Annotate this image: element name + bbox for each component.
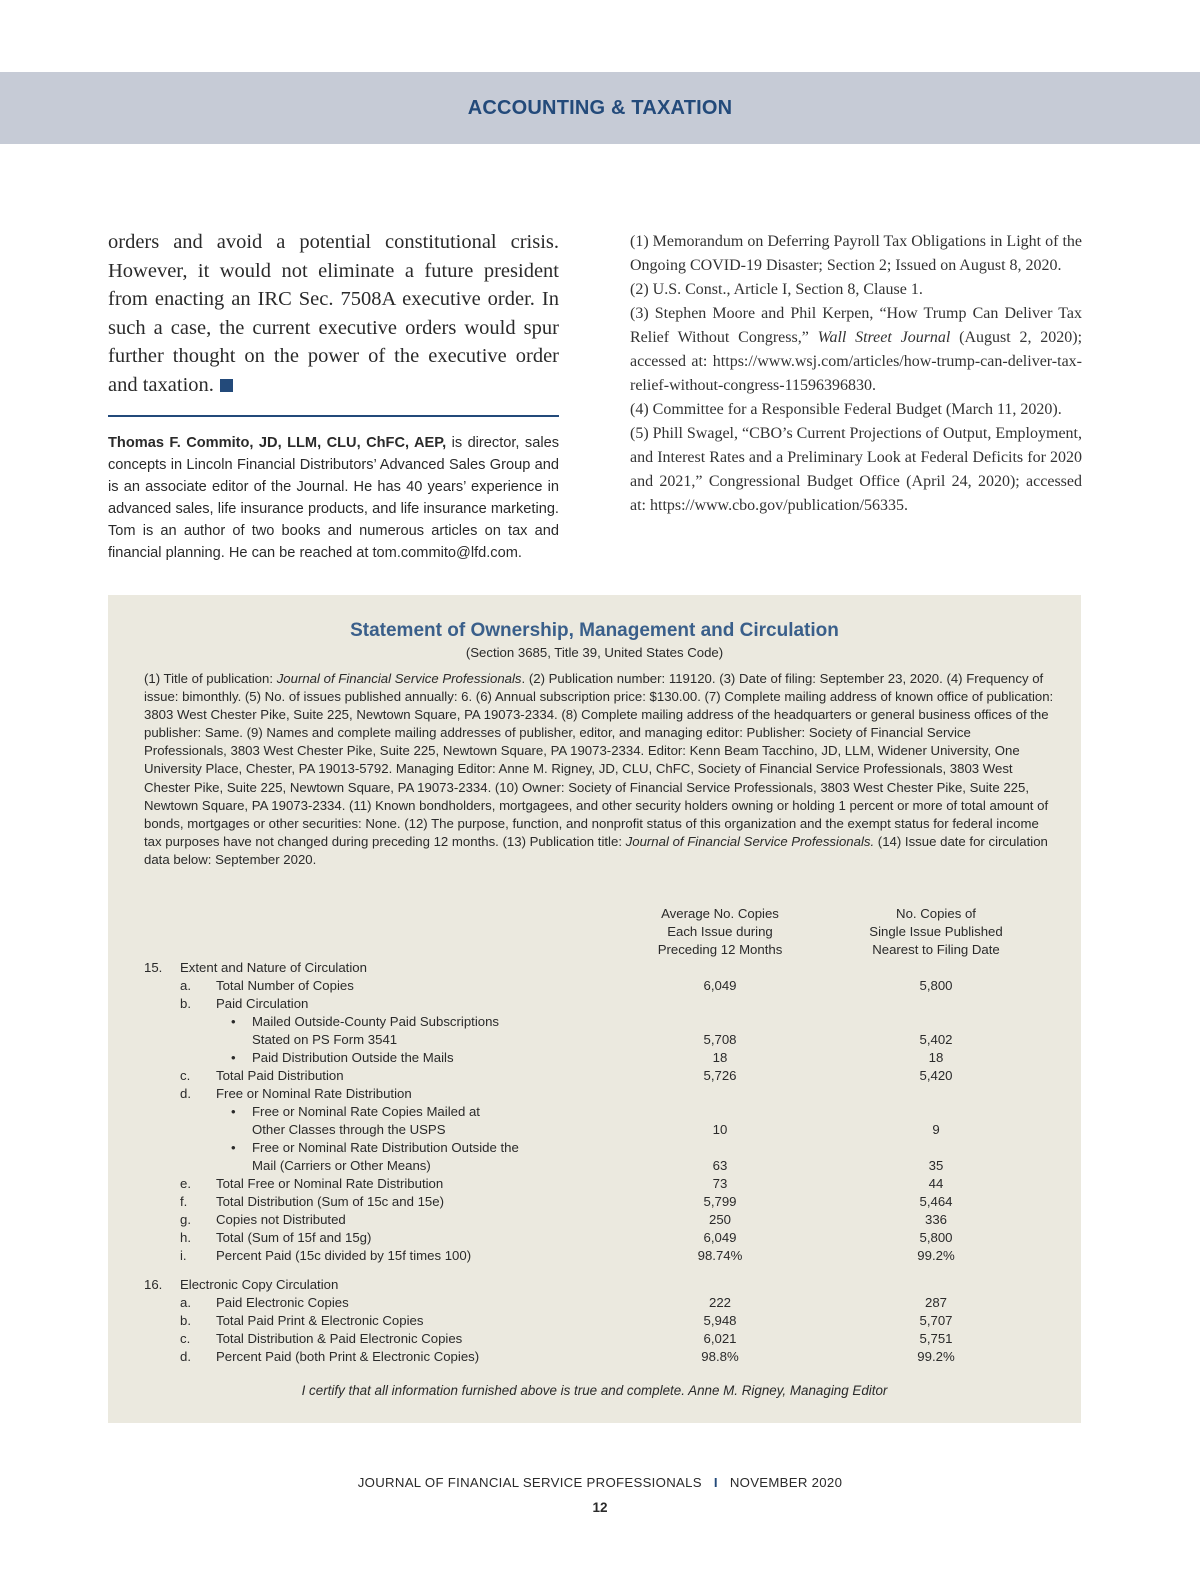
- end-mark-icon: [220, 379, 233, 392]
- row-16d-label: Percent Paid (both Print & Electronic Copies): [216, 1349, 480, 1364]
- footer-separator: I: [713, 1475, 718, 1490]
- col1-header-line2: Each Issue during: [667, 924, 773, 939]
- endnote-4: (4) Committee for a Responsible Federal Budget (March 11, 2020).: [630, 401, 1062, 418]
- bullet-15b2: •: [231, 1050, 236, 1065]
- publication-title: Journal of Financial Service Professionals: [276, 671, 522, 686]
- row-15d1-single: 9: [932, 1122, 940, 1137]
- row-15b2-label: Paid Distribution Outside the Mails: [252, 1050, 454, 1065]
- col2-header-line1: No. Copies of: [896, 906, 976, 921]
- row-15b2-avg: 18: [712, 1050, 728, 1065]
- statement-subtitle: (Section 3685, Title 39, United States Code): [465, 645, 724, 660]
- row-16b-avg: 5,948: [703, 1313, 737, 1328]
- row-15h-single: 5,800: [919, 1230, 953, 1245]
- row-15d1-label-line1: Free or Nominal Rate Copies Mailed at: [252, 1104, 480, 1119]
- section-16-number: 16.: [144, 1277, 163, 1292]
- row-16d-single: 99.2%: [917, 1349, 955, 1364]
- row-15f-letter: f.: [180, 1194, 188, 1209]
- row-15h-label: Total (Sum of 15f and 15g): [216, 1230, 372, 1245]
- row-15b2-single: 18: [928, 1050, 944, 1065]
- row-15e-letter: e.: [180, 1176, 191, 1191]
- row-15f-avg: 5,799: [703, 1194, 737, 1209]
- row-15a-single: 5,800: [919, 978, 953, 993]
- row-15d-letter: d.: [180, 1086, 191, 1101]
- article-ending-text: orders and avoid a potential constitutional crisis. However, it would not eliminate a future president from enacting an IRC Sec. 7508A executive order. In such a case, the current executive orders would spur further thought on the power of the executive order and taxation.: [108, 231, 559, 396]
- row-16c-letter: c.: [180, 1331, 191, 1346]
- endnotes: [630, 230, 1082, 518]
- author-bio-text: is director, sales concepts in Lincoln Financial Distributors’ Advanced Sales Group and is an associate editor of the Journal. He has 40 years’ experience in advanced sales, life insurance products, and life insurance marketing. Tom is an author of two books and numerous articles on tax and financial planning. He can be reached at tom.commito@lfd.com.: [108, 435, 559, 561]
- left-column: [108, 228, 559, 564]
- row-16b-single: 5,707: [919, 1313, 953, 1328]
- row-15c-label: Total Paid Distribution: [216, 1068, 344, 1083]
- row-16a-avg: 222: [708, 1295, 731, 1310]
- row-15d2-label-line2: Mail (Carriers or Other Means): [252, 1158, 431, 1173]
- row-15e-avg: 73: [712, 1176, 728, 1191]
- endnote-3: [630, 302, 1082, 398]
- row-15d-label: Free or Nominal Rate Distribution: [216, 1086, 412, 1101]
- footer-journal-name: JOURNAL OF FINANCIAL SERVICE PROFESSIONALS: [357, 1475, 702, 1490]
- row-15c-letter: c.: [180, 1068, 191, 1083]
- row-16c-label: Total Distribution & Paid Electronic Copies: [216, 1331, 463, 1346]
- row-15b-letter: b.: [180, 996, 191, 1011]
- row-15d2-single: 35: [928, 1158, 944, 1173]
- row-15e-label: Total Free or Nominal Rate Distribution: [216, 1176, 444, 1191]
- col1-header-line3: Preceding 12 Months: [657, 942, 783, 957]
- row-15h-avg: 6,049: [703, 1230, 737, 1245]
- certification-statement: I certify that all information furnished above is true and complete. Anne M. Rigney, Managing Editor: [301, 1383, 888, 1398]
- endnote-3-rest: (August 2, 2020); accessed at: https://www.wsj.com/articles/how-trump-can-deliver-tax-relief-without-congress-11596396830.: [630, 329, 1083, 394]
- row-16c-single: 5,751: [919, 1331, 953, 1346]
- row-15b1-single: 5,402: [919, 1032, 953, 1047]
- row-16c-avg: 6,021: [703, 1331, 737, 1346]
- row-15d2-label-line1: Free or Nominal Rate Distribution Outside the: [252, 1140, 519, 1155]
- bullet-15d2: •: [231, 1140, 236, 1155]
- row-15f-single: 5,464: [919, 1194, 953, 1209]
- endnote-3-publication: Wall Street Journal: [817, 329, 951, 346]
- col2-header-line2: Single Issue Published: [869, 924, 1003, 939]
- bullet-15b1: •: [231, 1014, 236, 1029]
- row-16d-avg: 98.8%: [701, 1349, 739, 1364]
- row-16a-label: Paid Electronic Copies: [216, 1295, 349, 1310]
- row-15g-label: Copies not Distributed: [216, 1212, 346, 1227]
- row-15d1-label-line2: Other Classes through the USPS: [252, 1122, 446, 1137]
- divider-rule: [108, 415, 559, 417]
- row-15e-single: 44: [928, 1176, 944, 1191]
- endnote-3-text: (3) Stephen Moore and Phil Kerpen, “How Trump Can Deliver Tax Relief Without Congress,”: [630, 305, 1082, 346]
- row-15c-single: 5,420: [919, 1068, 953, 1083]
- author-bio: [108, 432, 559, 564]
- row-15b1-label-line1: Mailed Outside-County Paid Subscriptions: [252, 1014, 500, 1029]
- row-15d1-avg: 10: [712, 1122, 728, 1137]
- col2-header-line3: Nearest to Filing Date: [872, 942, 1000, 957]
- row-15g-avg: 250: [708, 1212, 731, 1227]
- statement-text-middle: . (2) Publication number: 119120. (3) Date of filing: September 23, 2020. (4) Frequency of issue: bimonthly. (5) No. of issues published annually: 6. (6) Annual subscription price: $130.00. (7) Complete mailing address of known office of publication: 3803 West Chester Pike, Suite 225, Newtown Square, PA 19073-2334. (8) Complete mailing address of the headquarters or general business offices of the publisher: Same. (9) Names and complete mailing addresses of publisher, editor, and managing editor: Publisher: Society of Financial Service Professionals, 3803 West Chester Pike, Suite 225, Newtown Square, PA 19073-2334. Editor: Kenn Beam Tacchino, JD, LLM, Widener University, One University Place, Chester, PA 19013-5792. Managing Editor: Anne M. Rigney, JD, CLU, ChFC, Society of Financial Service Professionals, 3803 West Chester Pike, Suite 225, Newtown Square, PA 19073-2334. (10) Owner: Society of Financial Service Professionals, 3803 West Chester Pike, Suite 225, Newtown Square, PA 19073-2334. (11) Known bondholders, mortgagees, and other security holders owning or holding 1 percent or more of total amount of bonds, mortgages or other securities: None. (12) The purpose, function, and nonprofit status of this organization and the exempt status for federal income tax purposes have not changed during preceding 12 months. (13) Publication title:: [144, 671, 1054, 849]
- section-15-title: Extent and Nature of Circulation: [180, 960, 367, 975]
- row-16a-letter: a.: [180, 1295, 191, 1310]
- page-number: 12: [592, 1500, 608, 1515]
- row-15g-letter: g.: [180, 1212, 191, 1227]
- row-16b-label: Total Paid Print & Electronic Copies: [216, 1313, 424, 1328]
- row-15b1-label-line2: Stated on PS Form 3541: [252, 1032, 398, 1047]
- publication-title-2: Journal of Financial Service Professionals.: [625, 833, 875, 849]
- section-16-title: Electronic Copy Circulation: [180, 1277, 339, 1292]
- section-header-band: [0, 72, 1200, 144]
- row-16b-letter: b.: [180, 1313, 191, 1328]
- statement-text-start: (1) Title of publication:: [144, 671, 277, 686]
- row-15i-letter: i.: [180, 1248, 187, 1263]
- row-15h-letter: h.: [180, 1230, 191, 1245]
- ownership-statement-box: [108, 595, 1081, 1423]
- row-15a-letter: a.: [180, 978, 191, 993]
- section-15-number: 15.: [144, 960, 163, 975]
- endnote-1: (1) Memorandum on Deferring Payroll Tax Obligations in Light of the Ongoing COVID-19 Disaster; Section 2; Issued on August 8, 2020.: [630, 233, 1082, 274]
- footer-issue-date: NOVEMBER 2020: [729, 1475, 843, 1490]
- endnote-5: (5) Phill Swagel, “CBO’s Current Projections of Output, Employment, and Interest Rates and a Preliminary Look at Federal Deficits for 2020 and 2021,” Congressional Budget Office (April 24, 2020); accessed at: https://www.cbo.gov/publication/56335.: [630, 425, 1082, 514]
- row-15a-avg: 6,049: [703, 978, 737, 993]
- row-15c-avg: 5,726: [703, 1068, 737, 1083]
- endnote-2: (2) U.S. Const., Article I, Section 8, Clause 1.: [630, 281, 923, 298]
- row-16a-single: 287: [924, 1295, 947, 1310]
- bullet-15d1: •: [231, 1104, 236, 1119]
- page-footer: [0, 1475, 1200, 1490]
- author-name: Thomas F. Commito, JD, LLM, CLU, ChFC, AEP,: [108, 435, 447, 451]
- row-15b1-avg: 5,708: [703, 1032, 737, 1047]
- statement-title: Statement of Ownership, Management and Circulation: [350, 620, 839, 641]
- row-15f-label: Total Distribution (Sum of 15c and 15e): [216, 1194, 444, 1209]
- col1-header-line1: Average No. Copies: [661, 906, 779, 921]
- row-15b-label: Paid Circulation: [216, 996, 309, 1011]
- row-15i-label: Percent Paid (15c divided by 15f times 100): [216, 1248, 472, 1263]
- row-15i-single: 99.2%: [917, 1248, 955, 1263]
- statement-details: [144, 670, 1054, 869]
- section-title: ACCOUNTING & TAXATION: [467, 96, 733, 119]
- row-15g-single: 336: [924, 1212, 947, 1227]
- statement-text-end: (14) Issue date for circulation data below: September 2020.: [144, 833, 1048, 867]
- row-15a-label: Total Number of Copies: [216, 978, 354, 993]
- row-16d-letter: d.: [180, 1349, 191, 1364]
- row-15i-avg: 98.74%: [697, 1248, 743, 1263]
- article-ending: [108, 228, 559, 399]
- row-15d2-avg: 63: [712, 1158, 728, 1173]
